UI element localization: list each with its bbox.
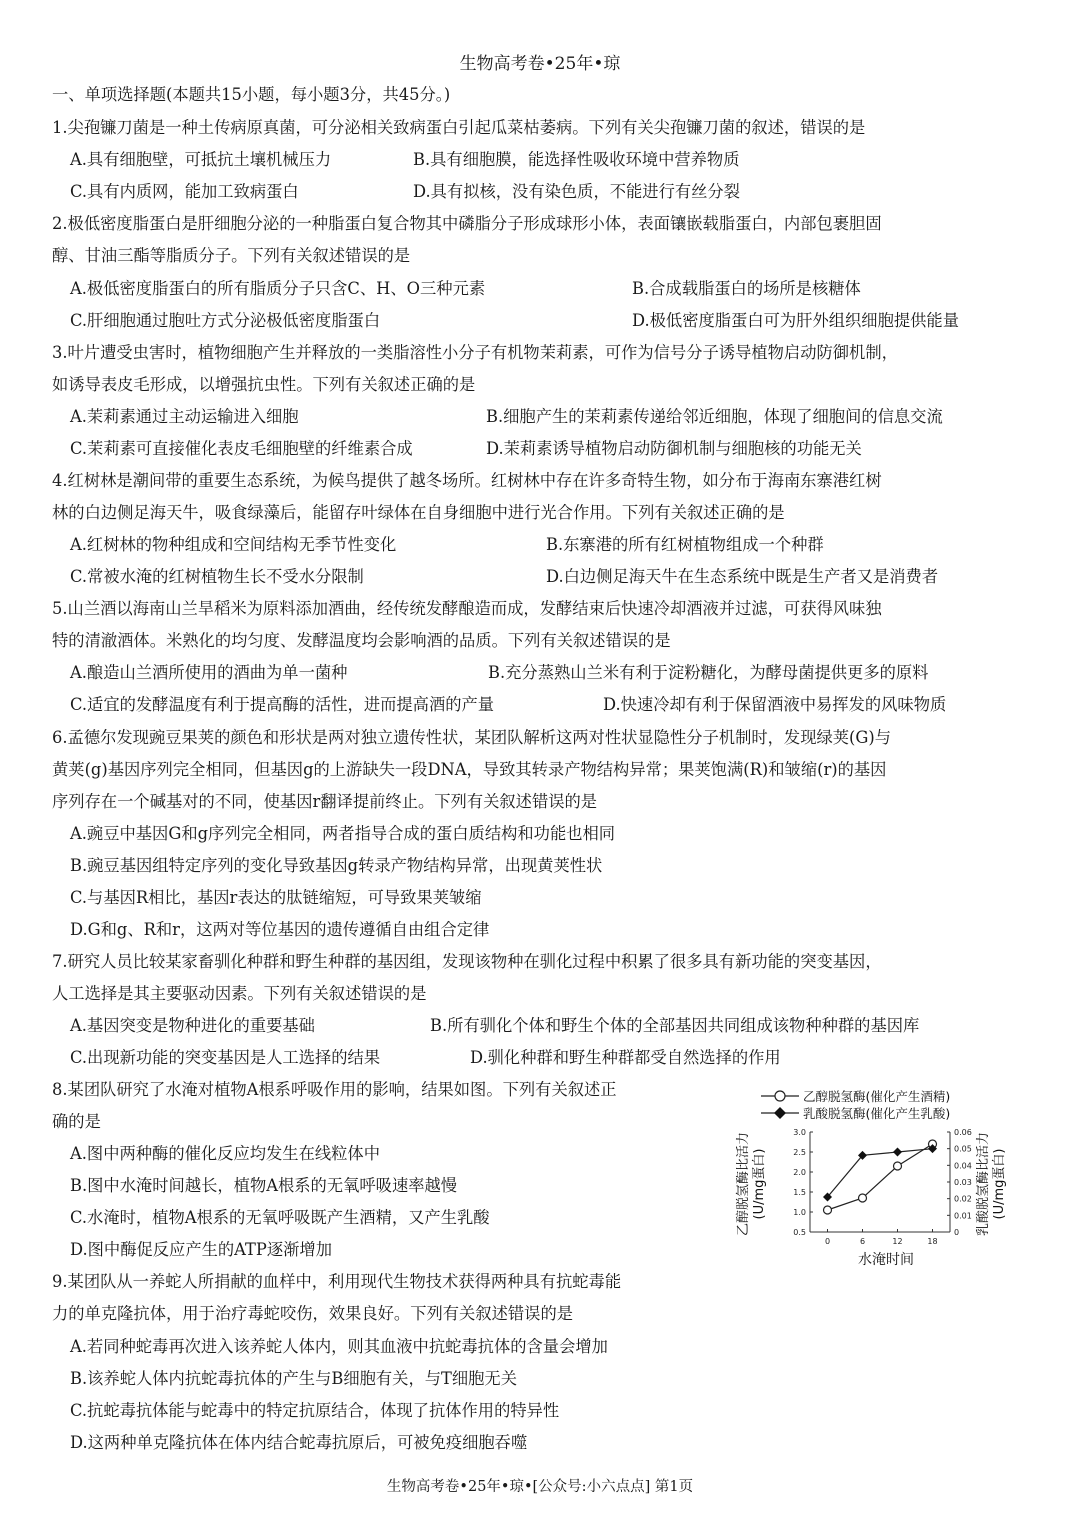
- q4-stem-line2: 林的白边侧足海天牛，吸食绿藻后，能留存叶绿体在自身细胞中进行光合作用。下列有关叙述正确的是: [52, 503, 785, 522]
- q7-stem-line2: 人工选择是其主要驱动因素。下列有关叙述错误的是: [52, 984, 427, 1003]
- q2-stem-line2: 醇、甘油三酯等脂质分子。下列有关叙述错误的是: [52, 246, 411, 265]
- q6-option-c: C.与基因R相比，基因r表达的肽链缩短，可导致果荚皱缩: [70, 888, 482, 907]
- q7-option-a: A.基因突变是物种进化的重要基础: [70, 1016, 315, 1035]
- q1-stem: 1.尖孢镰刀菌是一种土传病原真菌，可分泌相关致病蛋白引起瓜菜枯萎病。下列有关尖孢镰刀菌的叙述，错误的是: [52, 118, 866, 137]
- q6-stem-line2: 黄荚(g)基因序列完全相同，但基因g的上游缺失一段DNA，导致其转录产物结构异常；果荚饱满(R)和皱缩(r)的基因: [52, 760, 887, 779]
- right-axis-tick-label: 0: [954, 1228, 960, 1237]
- q2-stem-line1: 2.极低密度脂蛋白是肝细胞分泌的一种脂蛋白复合物其中磷脂分子形成球形小体，表面镶嵌载脂蛋白，内部包裹胆固: [52, 214, 882, 233]
- q1-option-a: A.具有细胞壁，可抵抗土壤机械压力: [70, 150, 332, 169]
- data-point-lactate-dehydrogenase: [893, 1148, 902, 1157]
- data-point-alcohol-dehydrogenase: [824, 1206, 832, 1214]
- q2-option-b: B.合成载脂蛋白的场所是核糖体: [632, 279, 861, 298]
- y-axis-label-right: 乳酸脱氢酶比活力(U/mg蛋白): [976, 1131, 1007, 1237]
- q2-option-c: C.肝细胞通过胞吐方式分泌极低密度脂蛋白: [70, 311, 381, 330]
- q4-option-c: C.常被水淹的红树植物生长不受水分限制: [70, 567, 364, 586]
- page-footer: 生物高考卷•25年•琼•[公众号:小六点点] 第1页: [386, 1479, 694, 1495]
- chart-legend: [761, 1089, 950, 1121]
- x-axis-tick-label: 18: [927, 1237, 938, 1246]
- left-axis-tick-label: 2.0: [793, 1168, 806, 1177]
- right-axis-tick-label: 0.05: [954, 1144, 972, 1154]
- q8-option-c: C.水淹时，植物A根系的无氧呼吸既产生酒精，又产生乳酸: [70, 1208, 490, 1227]
- q8-stem-line1: 8.某团队研究了水淹对植物A根系呼吸作用的影响，结果如图。下列有关叙述正: [52, 1080, 617, 1099]
- q4-stem-line1: 4.红树林是潮间带的重要生态系统，为候鸟提供了越冬场所。红树林中存在许多奇特生物，如分布于海南东寨港红树: [52, 471, 882, 490]
- q3-option-b: B.细胞产生的茉莉素传递给邻近细胞，体现了细胞间的信息交流: [486, 407, 943, 426]
- q9-option-b: B.该养蛇人体内抗蛇毒抗体的产生与B细胞有关，与T细胞无关: [70, 1369, 517, 1388]
- q9-stem-line2: 力的单克隆抗体，用于治疗毒蛇咬伤，效果良好。下列有关叙述错误的是: [52, 1304, 574, 1323]
- q3-stem-line2: 如诱导表皮毛形成，以增强抗虫性。下列有关叙述正确的是: [52, 375, 476, 394]
- left-axis-tick-label: 1.5: [793, 1188, 806, 1197]
- q5-stem-line2: 特的清澈酒体。米熟化的均匀度、发酵温度均会影响酒的品质。下列有关叙述错误的是: [52, 631, 671, 650]
- page-title: 生物高考卷•25年•琼: [459, 54, 621, 74]
- y-axis-label-left: 乙醇脱氢酶比活力(U/mg蛋白): [736, 1131, 767, 1237]
- q3-option-d: D.茉莉素诱导植物启动防御机制与细胞核的功能无关: [486, 439, 862, 458]
- q7-option-b: B.所有驯化个体和野生个体的全部基因共同组成该物种种群的基因库: [430, 1016, 920, 1035]
- q2-option-a: A.极低密度脂蛋白的所有脂质分子只含C、H、O三种元素: [70, 279, 486, 298]
- q2-option-d: D.极低密度脂蛋白可为肝外组织细胞提供能量: [632, 311, 959, 330]
- q1-option-d: D.具有拟核，没有染色质，不能进行有丝分裂: [413, 182, 740, 201]
- q9-option-a: A.若同种蛇毒再次进入该养蛇人体内，则其血液中抗蛇毒抗体的含量会增加: [70, 1337, 608, 1356]
- right-axis-tick-label: 0.02: [954, 1194, 972, 1204]
- x-axis-tick-label: 0: [824, 1237, 831, 1246]
- enzyme-activity-chart: [725, 1080, 1025, 1275]
- q6-stem-line1: 6.孟德尔发现豌豆果荚的颜色和形状是两对独立遗传性状，某团队解析这两对性状显隐性分子机制时，发现绿荚(G)与: [52, 728, 892, 747]
- legend-series-1: 乙醇脱氢酶(催化产生酒精): [803, 1089, 951, 1104]
- data-point-alcohol-dehydrogenase: [894, 1162, 902, 1170]
- x-axis-label: 水淹时间: [858, 1252, 914, 1268]
- q8-option-b: B.图中水淹时间越长，植物A根系的无氧呼吸速率越慢: [70, 1176, 458, 1195]
- right-axis-tick-label: 0.04: [954, 1161, 972, 1171]
- q9-stem-line1: 9.某团队从一养蛇人所捐献的血样中，利用现代生物技术获得两种具有抗蛇毒能: [52, 1272, 622, 1291]
- q3-option-c: C.茉莉素可直接催化表皮毛细胞壁的纤维素合成: [70, 439, 413, 458]
- right-axis-tick-label: 0.03: [954, 1178, 972, 1187]
- q4-option-b: B.东寨港的所有红树植物组成一个种群: [546, 535, 824, 554]
- q8-option-d: D.图中酶促反应产生的ATP逐渐增加: [70, 1240, 332, 1259]
- q6-option-d: D.G和g、R和r，这两对等位基因的遗传遵循自由组合定律: [70, 920, 490, 939]
- q6-option-b: B.豌豆基因组特定序列的变化导致基因g转录产物结构异常，出现黄荚性状: [70, 856, 603, 875]
- right-axis-tick-label: 0.01: [954, 1211, 972, 1221]
- legend-marker-filled-diamond: [774, 1107, 786, 1119]
- q1-option-b: B.具有细胞膜，能选择性吸收环境中营养物质: [413, 150, 740, 169]
- q7-option-d: D.驯化种群和野生种群都受自然选择的作用: [470, 1048, 781, 1067]
- section-heading: 一、单项选择题(本题共15小题，每小题3分，共45分。): [52, 85, 451, 104]
- q5-option-a: A.酿造山兰酒所使用的酒曲为单一菌种: [70, 663, 348, 682]
- legend-marker-open-circle: [775, 1091, 785, 1101]
- data-point-alcohol-dehydrogenase: [859, 1194, 867, 1202]
- x-axis-tick-label: 12: [892, 1237, 903, 1246]
- q5-option-d: D.快速冷却有利于保留酒液中易挥发的风味物质: [603, 695, 947, 714]
- left-axis-tick-label: 3.0: [793, 1128, 806, 1137]
- q5-stem-line1: 5.山兰酒以海南山兰旱稻米为原料添加酒曲，经传统发酵酿造而成，发酵结束后快速冷却酒液并过滤，可获得风味独: [52, 599, 882, 618]
- q5-option-c: C.适宜的发酵温度有利于提高酶的活性，进而提高酒的产量: [70, 695, 495, 714]
- left-axis-tick-label: 2.5: [793, 1148, 806, 1157]
- left-axis-tick-label: 0.5: [793, 1228, 806, 1237]
- q6-stem-line3: 序列存在一个碱基对的不同，使基因r翻译提前终止。下列有关叙述错误的是: [52, 792, 598, 811]
- q1-option-c: C.具有内质网，能加工致病蛋白: [70, 182, 299, 201]
- right-axis-tick-label: 0.06: [954, 1128, 972, 1137]
- q8-stem-line2: 确的是: [52, 1112, 101, 1131]
- x-axis-tick-label: 6: [859, 1237, 866, 1246]
- q4-option-d: D.白边侧足海天牛在生态系统中既是生产者又是消费者: [546, 567, 939, 586]
- q8-option-a: A.图中两种酶的催化反应均发生在线粒体中: [70, 1144, 380, 1163]
- q7-stem-line1: 7.研究人员比较某家畜驯化种群和野生种群的基因组，发现该物种在驯化过程中积累了很多具有新功能的突变基因，: [52, 952, 882, 971]
- q9-option-c: C.抗蛇毒抗体能与蛇毒中的特定抗原结合，体现了抗体作用的特异性: [70, 1401, 560, 1420]
- q3-stem-line1: 3.叶片遭受虫害时，植物细胞产生并释放的一类脂溶性小分子有机物茉莉素，可作为信号分子诱导植物启动防御机制，: [52, 343, 898, 362]
- q6-option-a: A.豌豆中基因G和g序列完全相同，两者指导合成的蛋白质结构和功能也相同: [70, 824, 616, 843]
- q4-option-a: A.红树林的物种组成和空间结构无季节性变化: [70, 535, 397, 554]
- legend-series-2: 乳酸脱氢酶(催化产生乳酸): [803, 1106, 951, 1121]
- q5-option-b: B.充分蒸熟山兰米有利于淀粉糖化，为酵母菌提供更多的原料: [488, 663, 929, 682]
- q3-option-a: A.茉莉素通过主动运输进入细胞: [70, 407, 299, 426]
- series-line-2: [828, 1149, 933, 1197]
- q9-option-d: D.这两种单克隆抗体在体内结合蛇毒抗原后，可被免疫细胞吞噬: [70, 1433, 528, 1452]
- q7-option-c: C.出现新功能的突变基因是人工选择的结果: [70, 1048, 381, 1067]
- left-axis-tick-label: 1.0: [793, 1208, 806, 1217]
